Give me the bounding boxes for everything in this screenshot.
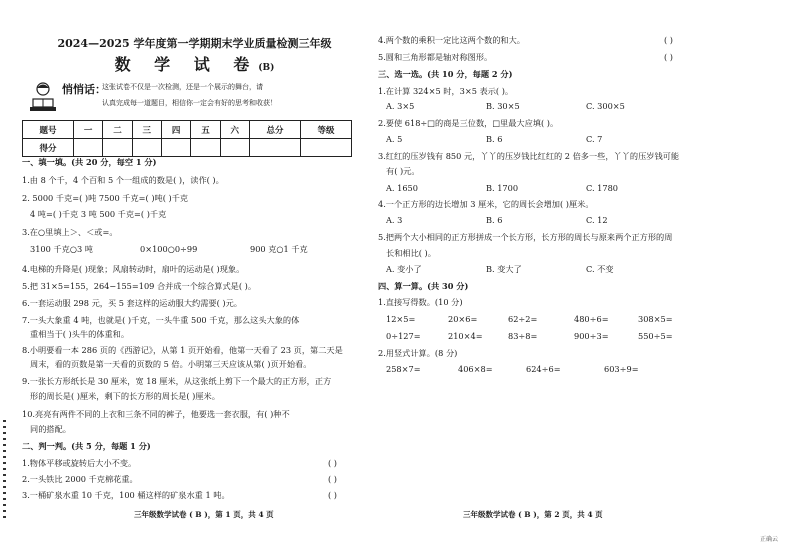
right-page xyxy=(378,0,730,548)
tip-box xyxy=(62,78,362,116)
option-b[interactable]: B. 变大了 xyxy=(486,264,522,274)
judge-5-blank[interactable]: ( ) xyxy=(664,52,673,62)
score-cell: 一 xyxy=(73,121,102,139)
calc-item: 406×8= xyxy=(458,364,493,374)
choice-3b: 有( )元。 xyxy=(386,166,420,176)
score-cell: 三 xyxy=(132,121,161,139)
judge-1: 1.物体平移或旋转后大小不变。 xyxy=(22,458,137,468)
question-1-2a: 2. 5000 千克=( )吨 7500 千克=( )吨( )千克 xyxy=(22,193,189,203)
calc-item: 308×5= xyxy=(638,314,673,324)
binding-margin-dots xyxy=(3,420,6,520)
option-a[interactable]: A. 1650 xyxy=(386,183,418,193)
option-b[interactable]: B. 6 xyxy=(486,134,503,144)
judge-2: 2.一头铁比 2000 千克棉花重。 xyxy=(22,474,138,484)
score-input-cell[interactable] xyxy=(249,139,300,157)
judge-4-blank[interactable]: ( ) xyxy=(664,35,673,45)
left-page xyxy=(22,0,367,548)
option-b[interactable]: B. 1700 xyxy=(486,183,519,193)
calc-item: 0÷127= xyxy=(386,331,421,341)
judge-5: 5.圆和三角形都是轴对称图形。 xyxy=(378,52,493,62)
score-cell: 五 xyxy=(191,121,220,139)
calc-item: 12×5= xyxy=(386,314,416,324)
judge-1-blank[interactable]: ( ) xyxy=(328,458,337,468)
choice-4: 4.一个正方形的边长增加 3 厘米，它的周长会增加( )厘米。 xyxy=(378,199,594,209)
score-input-cell[interactable] xyxy=(132,139,161,157)
choice-3a: 3.红红的压岁钱有 850 元，丫丫的压岁钱比红红的 2 倍多一些，丫丫的压岁钱可能 xyxy=(378,151,680,161)
page-2-footer: 三年级数学试卷 ( B )，第 2 页，共 4 页 xyxy=(463,510,603,519)
option-a[interactable]: A. 5 xyxy=(386,134,403,144)
question-1-9b: 形的周长是( )厘米，剩下的长方形的周长是( )厘米。 xyxy=(30,391,220,401)
question-1-10a: 10.亮亮有两件不同的上衣和三条不同的裤子，他要选一套衣服，有( )种不 xyxy=(22,409,290,419)
score-cell: 二 xyxy=(103,121,132,139)
option-b[interactable]: B. 6 xyxy=(486,215,503,225)
choice-5a: 5.把两个大小相同的正方形拼成一个长方形，长方形的周长与原来两个正方形的周 xyxy=(378,232,673,242)
compare-item: 0×100○0÷99 xyxy=(140,244,198,254)
judge-3-blank[interactable]: ( ) xyxy=(328,490,337,500)
score-input-cell[interactable] xyxy=(191,139,220,157)
option-a[interactable]: A. 3×5 xyxy=(386,101,415,111)
tip-line-1: 这张试卷不仅是一次检测，还是一个展示的舞台，请 xyxy=(102,83,263,91)
subject-title xyxy=(22,52,367,75)
score-input-cell[interactable] xyxy=(220,139,249,157)
calc-item: 83÷8= xyxy=(508,331,538,341)
question-1-8b: 周末，看的页数是第一天看的页数的 5 倍。小明第三天应该从第( )页开始看。 xyxy=(30,359,312,369)
watermark-logo: 正确云 xyxy=(760,536,779,543)
tip-line-2: 认真完成每一道题目，相信你一定会有好的思考和收获！ xyxy=(102,99,277,107)
section-4-heading: 四、算一算。(共 30 分) xyxy=(378,281,469,291)
option-b[interactable]: B. 30×5 xyxy=(486,101,520,111)
score-cell: 六 xyxy=(220,121,249,139)
student-reading-icon xyxy=(28,80,58,114)
calc-item: 62÷2= xyxy=(508,314,538,324)
question-1-1: 1.由 8 个千，4 个百和 5 个一组成的数是( )，读作( )。 xyxy=(22,175,224,185)
question-1-9a: 9.一张长方形纸长是 30 厘米，宽 18 厘米，从这张纸上剪下一个最大的正方形，正方 xyxy=(22,376,332,386)
question-1-2b: 4 吨=( )千克 3 吨 500 千克=( )千克 xyxy=(30,209,167,219)
calc-item: 480÷6= xyxy=(574,314,609,324)
score-cell: 总分 xyxy=(249,121,300,139)
score-input-cell[interactable] xyxy=(103,139,132,157)
calc-item: 20×6= xyxy=(448,314,478,324)
choice-5b: 长和相比( )。 xyxy=(386,248,436,258)
question-1-8a: 8.小明要看一本 286 页的《西游记》，从第 1 页开始看，他第一天看了 23 页，第二天是 xyxy=(22,345,343,355)
score-cell: 得分 xyxy=(23,139,74,157)
judge-3: 3.一桶矿泉水重 10 千克，100 桶这样的矿泉水重 1 吨。 xyxy=(22,490,230,500)
choice-2: 2.要使 618÷□的商是三位数，□里最大应填( )。 xyxy=(378,118,559,128)
page-1-footer: 三年级数学试卷 ( B )，第 1 页，共 4 页 xyxy=(134,510,274,519)
option-c[interactable]: C. 不变 xyxy=(586,264,614,274)
calc-item: 624÷6= xyxy=(526,364,561,374)
question-1-7b: 重相当于( )头牛的体重和。 xyxy=(30,329,130,339)
compare-item: 900 克○1 千克 xyxy=(250,244,308,254)
score-input-cell[interactable] xyxy=(161,139,190,157)
option-a[interactable]: A. 3 xyxy=(386,215,403,225)
calc-item: 900÷3= xyxy=(574,331,609,341)
question-1-3: 3.在○里填上＞、＜或=。 xyxy=(22,227,118,237)
question-1-7a: 7.一头大象重 4 吨，也就是( )千克，一头牛重 500 千克，那么这头大象的体 xyxy=(22,315,300,325)
question-1-5: 5.把 31×5=155，264−155=109 合并成一个综合算式是( )。 xyxy=(22,281,257,291)
calc-item: 550÷5= xyxy=(638,331,673,341)
option-c[interactable]: C. 12 xyxy=(586,215,608,225)
score-input-cell[interactable] xyxy=(73,139,102,157)
score-header-row xyxy=(23,121,352,139)
calc-part-1-heading: 1.直接写得数。(10 分) xyxy=(378,297,463,307)
calc-item: 258×7= xyxy=(386,364,421,374)
option-a[interactable]: A. 变小了 xyxy=(386,264,422,274)
question-1-4: 4.电梯的升降是( )现象；风扇转动时，扇叶的运动是( )现象。 xyxy=(22,264,245,274)
score-cell: 等级 xyxy=(300,121,351,139)
score-table xyxy=(22,120,352,157)
judge-4: 4.两个数的乘积一定比这两个数的和大。 xyxy=(378,35,525,45)
calc-item: 603÷9= xyxy=(604,364,639,374)
score-input-cell[interactable] xyxy=(300,139,351,157)
paper-version: (B) xyxy=(258,63,275,73)
option-c[interactable]: C. 1780 xyxy=(586,183,619,193)
calc-item: 210×4= xyxy=(448,331,483,341)
option-c[interactable]: C. 7 xyxy=(586,134,603,144)
score-cell: 题号 xyxy=(23,121,74,139)
compare-item: 3100 千克○3 吨 xyxy=(30,244,93,254)
section-1-heading: 一、填一填。(共 20 分，每空 1 分) xyxy=(22,157,157,167)
score-value-row xyxy=(23,139,352,157)
tip-label: 悄悄话： xyxy=(62,83,106,96)
calc-part-2-heading: 2.用竖式计算。(8 分) xyxy=(378,348,458,358)
judge-2-blank[interactable]: ( ) xyxy=(328,474,337,484)
option-c[interactable]: C. 300×5 xyxy=(586,101,625,111)
exam-title: 2024—2025 学年度第一学期期末学业质量检测三年级 xyxy=(57,37,332,50)
choice-1: 1.在计算 324×5 时，3×5 表示( )。 xyxy=(378,86,514,96)
section-2-heading: 二、判一判。(共 5 分，每题 1 分) xyxy=(22,441,151,451)
section-3-heading: 三、选一选。(共 10 分，每题 2 分) xyxy=(378,69,513,79)
subject-name: 数 学 试 卷 xyxy=(114,55,259,74)
question-1-10b: 同的搭配。 xyxy=(30,424,71,434)
score-cell: 四 xyxy=(161,121,190,139)
question-1-6: 6.一套运动服 298 元，买 5 套这样的运动服大约需要( )元。 xyxy=(22,298,242,308)
